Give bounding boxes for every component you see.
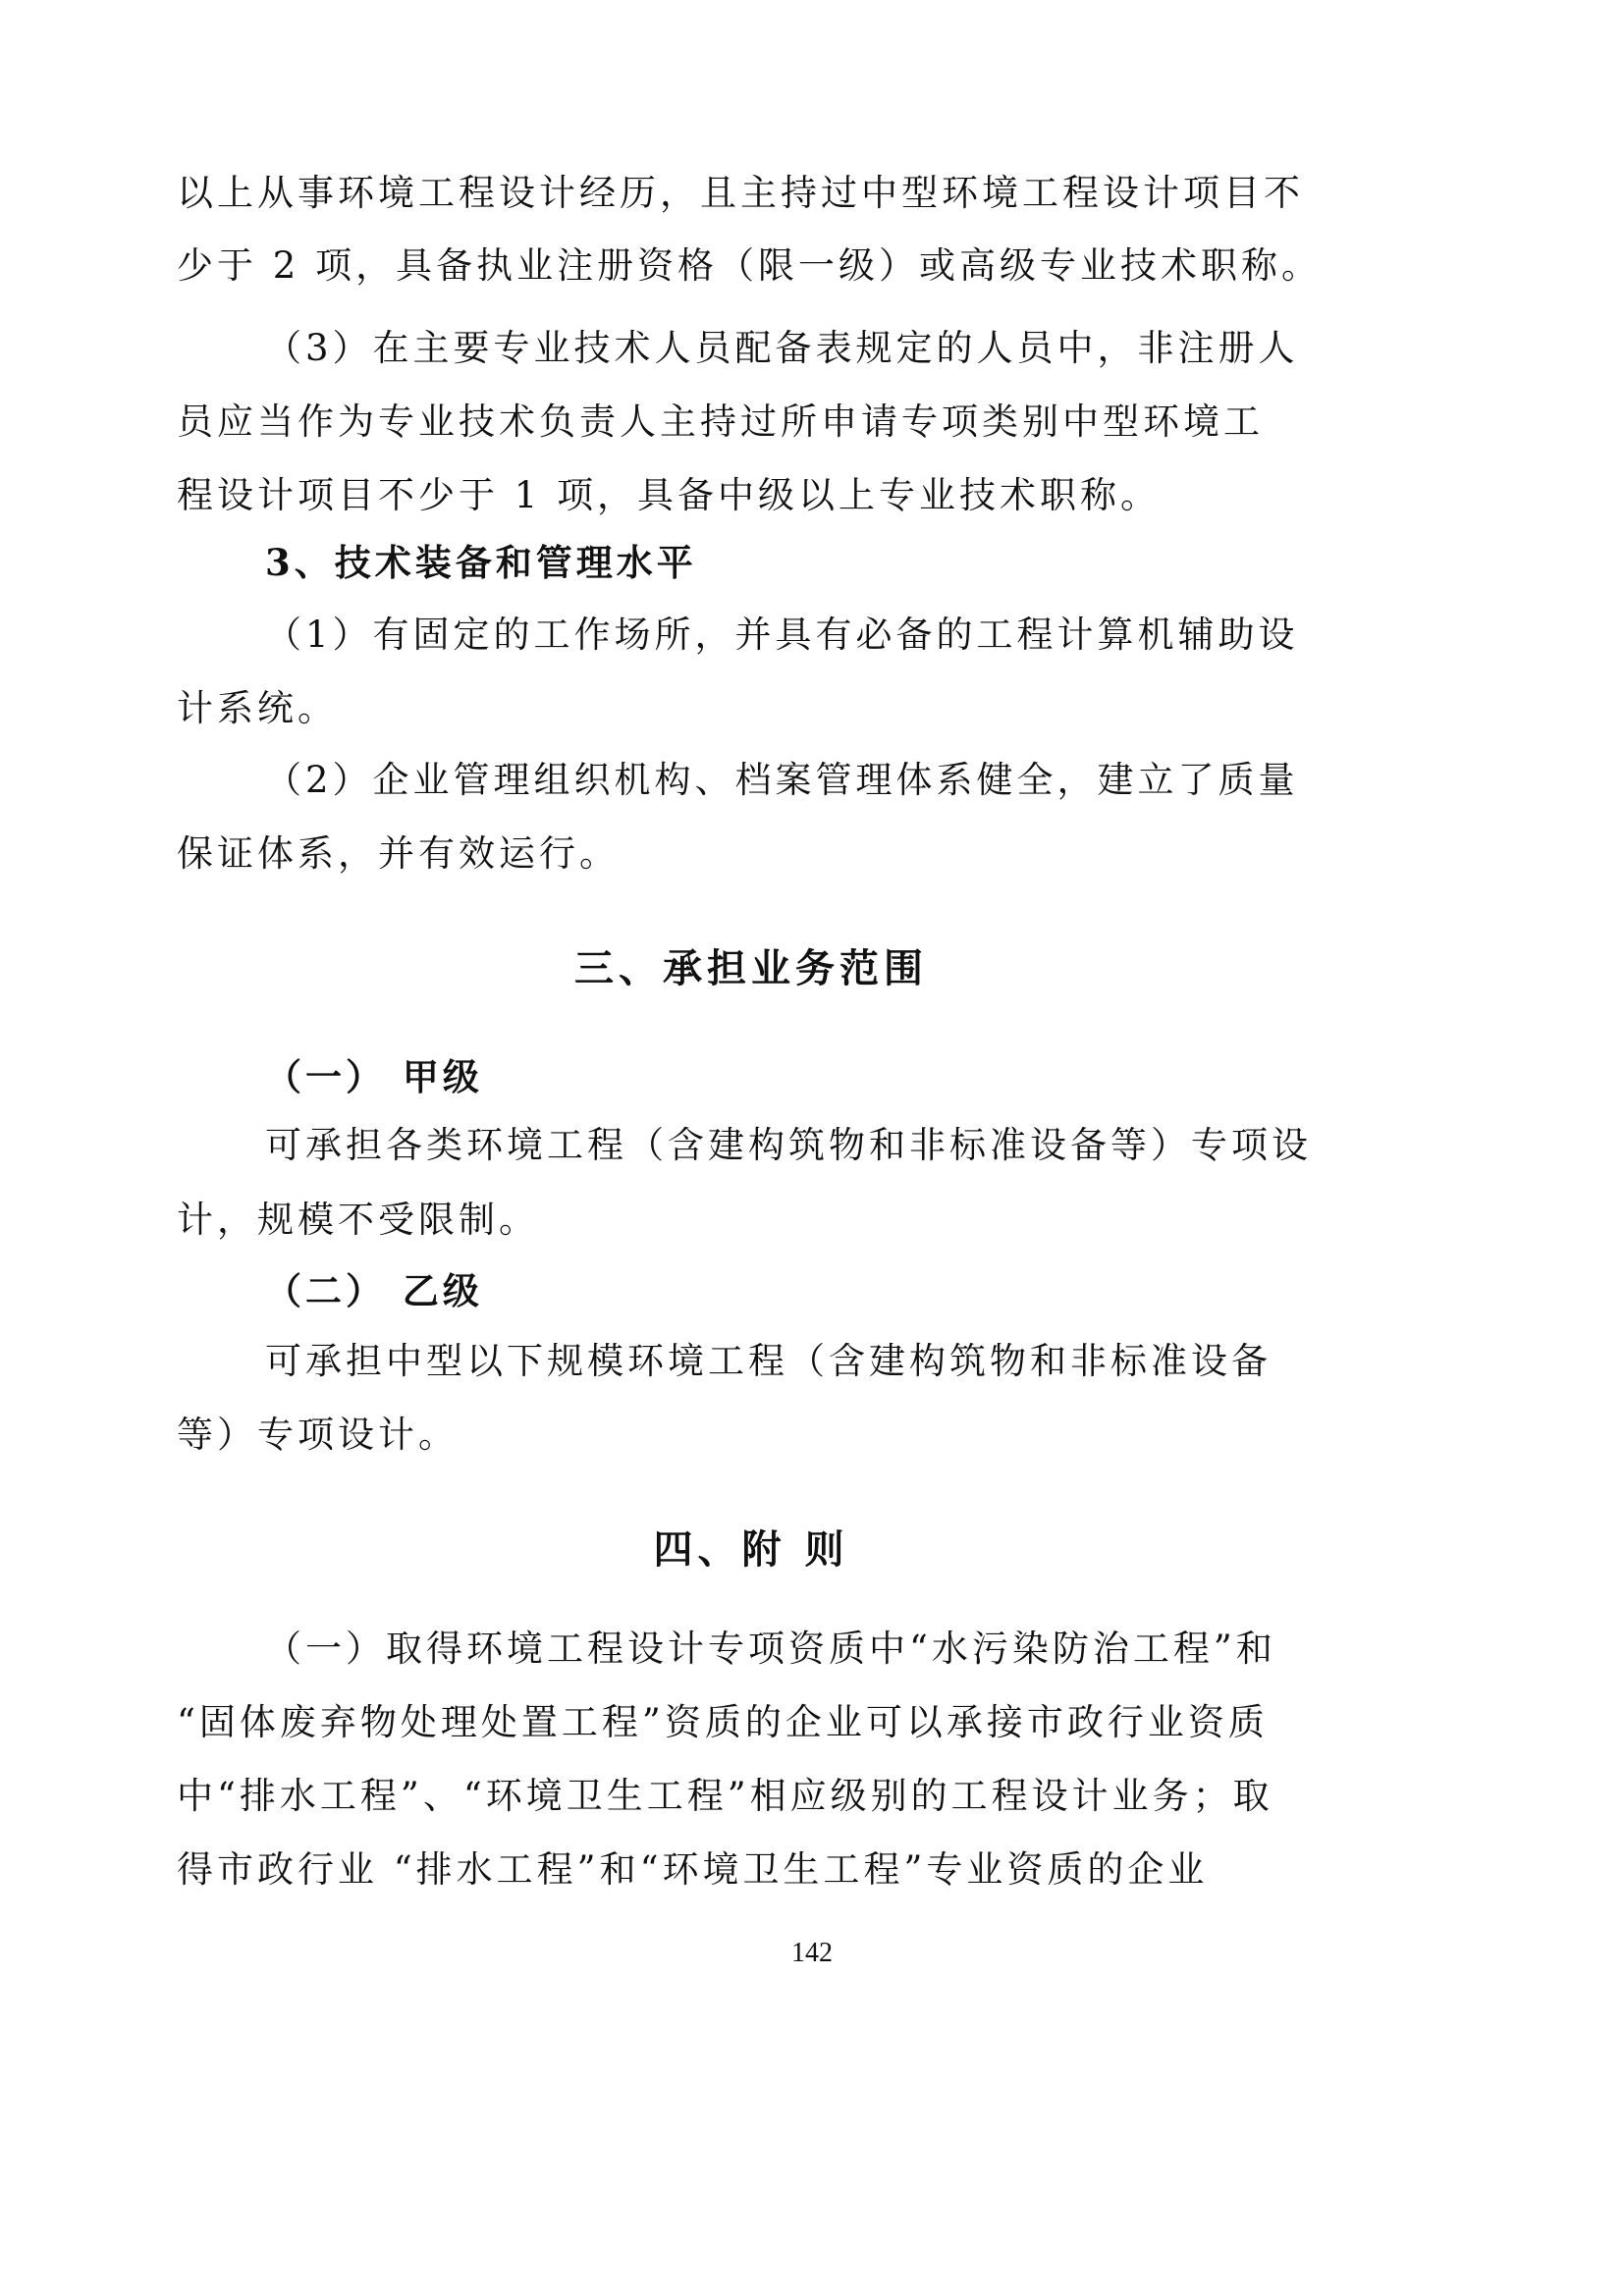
body-line: 可承担中型以下规模环境工程（含建构筑物和非标准设备: [265, 1340, 1272, 1382]
body-line: 计，规模不受限制。: [177, 1199, 539, 1241]
body-line: （1）有固定的工作场所，并具有必备的工程计算机辅助设: [265, 614, 1299, 656]
subheading: 3、技术装备和管理水平: [265, 541, 697, 584]
body-line: （2）企业管理组织机构、档案管理体系健全，建立了质量: [265, 759, 1299, 801]
body-line: “固体废弃物处理处置工程”资质的企业可以承接市政行业资质: [177, 1701, 1269, 1743]
body-line: （一）取得环境工程设计专项资质中“水污染防治工程”和: [265, 1628, 1276, 1670]
section-three-title: 三、承担业务范围: [574, 945, 928, 991]
body-line: 等）专项设计。: [177, 1414, 459, 1456]
body-line: 得市政行业 “排水工程”和“环境卫生工程”专业资质的企业: [177, 1848, 1209, 1891]
body-line: （3）在主要专业技术人员配备表规定的人员中，非注册人: [265, 327, 1299, 369]
page-number: 142: [791, 1938, 833, 1968]
body-line: 中“排水工程”、“环境卫生工程”相应级别的工程设计业务；取: [177, 1775, 1273, 1817]
grade-a-heading: （一） 甲级: [265, 1055, 483, 1098]
section-four-title: 四、附 则: [653, 1526, 849, 1573]
body-line: 少于 2 项，具备执业注册资格（限一级）或高级专业技术职称。: [177, 244, 1323, 287]
body-line: 员应当作为专业技术负责人主持过所申请专项类别中型环境工: [177, 400, 1264, 443]
body-line: 可承担各类环境工程（含建构筑物和非标准设备等）专项设: [265, 1124, 1312, 1166]
body-line: 程设计项目不少于 1 项，具备中级以上专业技术职称。: [177, 474, 1162, 516]
grade-b-heading: （二） 乙级: [265, 1269, 483, 1312]
body-line: 计系统。: [177, 687, 338, 729]
body-line: 以上从事环境工程设计经历，且主持过中型环境工程设计项目不: [177, 172, 1304, 214]
body-line: 保证体系，并有效运行。: [177, 832, 620, 875]
